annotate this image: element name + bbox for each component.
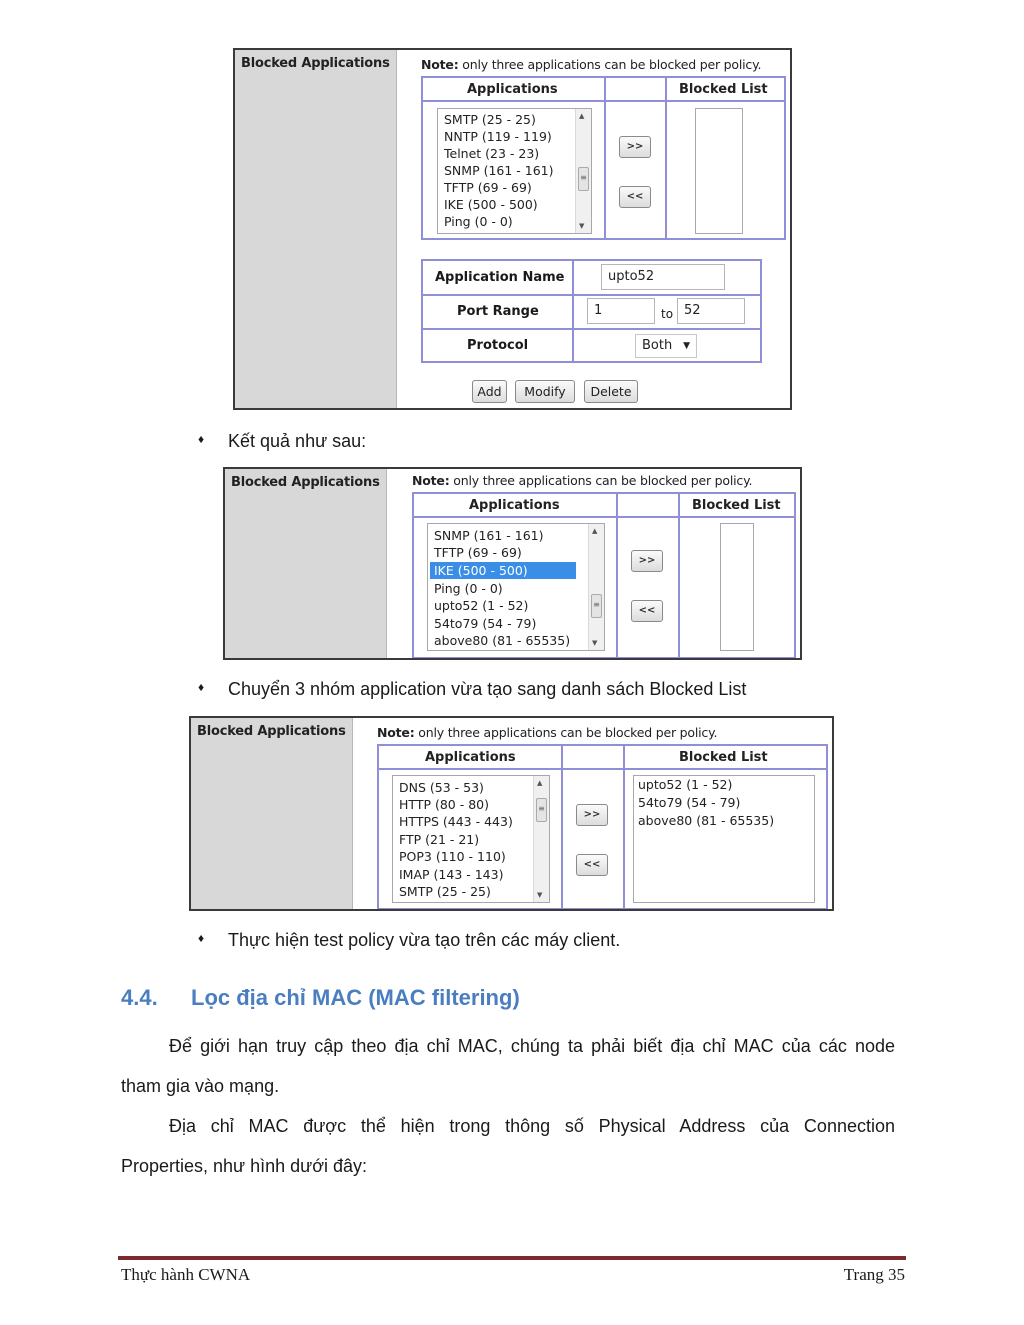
policy-note: Note: only three applications can be blocked per policy.: [377, 725, 718, 740]
protocol-select[interactable]: Both ▼: [635, 334, 697, 358]
protocol-label: Protocol: [467, 338, 529, 353]
side-label: Blocked Applications: [241, 56, 390, 71]
add-button[interactable]: Add: [472, 380, 507, 403]
applications-group: [412, 492, 796, 659]
blocked-list-header: Blocked List: [692, 498, 781, 513]
scrollbar[interactable]: [588, 524, 604, 650]
applications-header: Applications: [467, 82, 558, 97]
blocked-list-header: Blocked List: [679, 750, 768, 765]
list-item[interactable]: 54to79 (54 - 79): [434, 616, 537, 631]
screenshot-blocked-list-result: [189, 716, 834, 911]
applications-group: [377, 744, 828, 910]
scroll-up-icon[interactable]: ▲: [592, 527, 598, 535]
applications-header: Applications: [425, 750, 516, 765]
port-to-label: to: [661, 307, 674, 321]
list-item[interactable]: POP3 (110 - 110): [399, 849, 506, 864]
side-label: Blocked Applications: [197, 724, 346, 739]
blocked-listbox[interactable]: [695, 108, 743, 234]
side-label: Blocked Applications: [231, 475, 380, 490]
list-item[interactable]: IKE (500 - 500): [444, 197, 538, 212]
application-form: [421, 259, 762, 363]
list-item[interactable]: NNTP (119 - 119): [444, 129, 552, 144]
screenshot-applications-list: [223, 467, 802, 660]
group-header: [414, 494, 794, 518]
scroll-up-icon[interactable]: ▲: [537, 779, 543, 787]
bullet-text: Thực hiện test policy vừa tạo trên các máy client.: [228, 930, 621, 950]
move-left-button[interactable]: <<: [619, 186, 651, 208]
applications-header: Applications: [469, 498, 560, 513]
scroll-down-icon[interactable]: ▼: [592, 639, 598, 647]
bullet-icon: ♦: [198, 931, 205, 945]
port-to-input[interactable]: 52: [677, 298, 745, 324]
application-name-input[interactable]: upto52: [601, 264, 725, 290]
port-range-label: Port Range: [457, 304, 539, 319]
list-item[interactable]: FTP (21 - 21): [399, 832, 480, 847]
list-item[interactable]: TFTP (69 - 69): [444, 180, 532, 195]
list-item[interactable]: Ping (0 - 0): [444, 214, 513, 229]
port-from-input[interactable]: 1: [587, 298, 655, 324]
move-left-button[interactable]: <<: [631, 600, 663, 622]
list-item[interactable]: SMTP (25 - 25): [444, 112, 536, 127]
blocked-list-item[interactable]: 54to79 (54 - 79): [638, 795, 741, 810]
blocked-listbox[interactable]: [633, 775, 815, 903]
group-header: [379, 746, 826, 770]
move-right-button[interactable]: >>: [576, 804, 608, 826]
bullet-text: Chuyển 3 nhóm application vừa tạo sang danh sách Blocked List: [228, 679, 747, 699]
bullet-text: Kết quả như sau:: [228, 431, 367, 451]
blocked-list-item[interactable]: upto52 (1 - 52): [638, 777, 733, 792]
list-item[interactable]: above80 (81 - 65535): [434, 633, 571, 648]
list-item[interactable]: SNMP (161 - 161): [434, 528, 544, 543]
list-item[interactable]: TFTP (69 - 69): [434, 545, 522, 560]
sidebar-panel: [191, 718, 353, 909]
footer-page-number: Trang 35: [843, 1265, 905, 1284]
scroll-up-icon[interactable]: ▲: [579, 112, 585, 120]
scroll-thumb[interactable]: ≡: [591, 594, 602, 618]
bullet-icon: ♦: [198, 432, 205, 446]
list-item[interactable]: SMTP (25 - 25): [399, 884, 491, 899]
footer-left: Thực hành CWNA: [121, 1265, 251, 1284]
list-item[interactable]: IMAP (143 - 143): [399, 867, 504, 882]
paragraph-line: Để giới hạn truy cập theo địa chỉ MAC, chúng ta phải biết địa chỉ MAC của các node: [169, 1036, 895, 1056]
policy-note: Note: only three applications can be blocked per policy.: [412, 473, 753, 488]
applications-group: [421, 76, 786, 240]
move-left-button[interactable]: <<: [576, 854, 608, 876]
modify-button[interactable]: Modify: [515, 380, 575, 403]
footer-rule: [118, 1256, 906, 1260]
blocked-list-header: Blocked List: [679, 82, 768, 97]
move-right-button[interactable]: >>: [619, 136, 651, 158]
paragraph: [121, 1106, 895, 1186]
sidebar-panel: [225, 469, 387, 658]
list-item-selected[interactable]: IKE (500 - 500): [430, 562, 576, 579]
list-item[interactable]: SNMP (161 - 161): [444, 163, 554, 178]
screenshot-blocked-apps-form: [233, 48, 792, 410]
sidebar-panel: [235, 50, 397, 408]
list-item[interactable]: Telnet (23 - 23): [444, 146, 540, 161]
policy-note: Note: only three applications can be blocked per policy.: [421, 57, 762, 72]
list-item[interactable]: HTTPS (443 - 443): [399, 814, 513, 829]
list-item[interactable]: upto52 (1 - 52): [434, 598, 529, 613]
paragraph-line: Địa chỉ MAC được thể hiện trong thông số Physical Address của Connection: [169, 1116, 895, 1136]
applications-listbox[interactable]: [427, 523, 605, 651]
section-title: Lọc địa chỉ MAC (MAC filtering): [191, 985, 520, 1010]
section-number: 4.4.: [121, 985, 158, 1010]
scrollbar[interactable]: [575, 109, 591, 233]
paragraph-line: tham gia vào mạng.: [121, 1076, 280, 1096]
blocked-listbox[interactable]: [720, 523, 754, 651]
scroll-thumb[interactable]: ≡: [578, 167, 589, 191]
applications-listbox[interactable]: [437, 108, 592, 234]
blocked-list-item[interactable]: above80 (81 - 65535): [638, 813, 775, 828]
list-item[interactable]: HTTP (80 - 80): [399, 797, 489, 812]
paragraph: [121, 1026, 895, 1106]
scroll-down-icon[interactable]: ▼: [579, 222, 585, 230]
dropdown-arrow-icon: ▼: [683, 341, 690, 351]
delete-button[interactable]: Delete: [584, 380, 638, 403]
list-item[interactable]: DNS (53 - 53): [399, 780, 484, 795]
applications-listbox[interactable]: [392, 775, 550, 903]
move-right-button[interactable]: >>: [631, 550, 663, 572]
scroll-down-icon[interactable]: ▼: [537, 891, 543, 899]
bullet-icon: ♦: [198, 680, 205, 694]
paragraph-line: Properties, như hình dưới đây:: [121, 1156, 368, 1176]
application-name-label: Application Name: [435, 270, 565, 285]
list-item[interactable]: Ping (0 - 0): [434, 581, 503, 596]
scroll-thumb[interactable]: ≡: [536, 798, 547, 822]
scrollbar[interactable]: [533, 776, 549, 902]
